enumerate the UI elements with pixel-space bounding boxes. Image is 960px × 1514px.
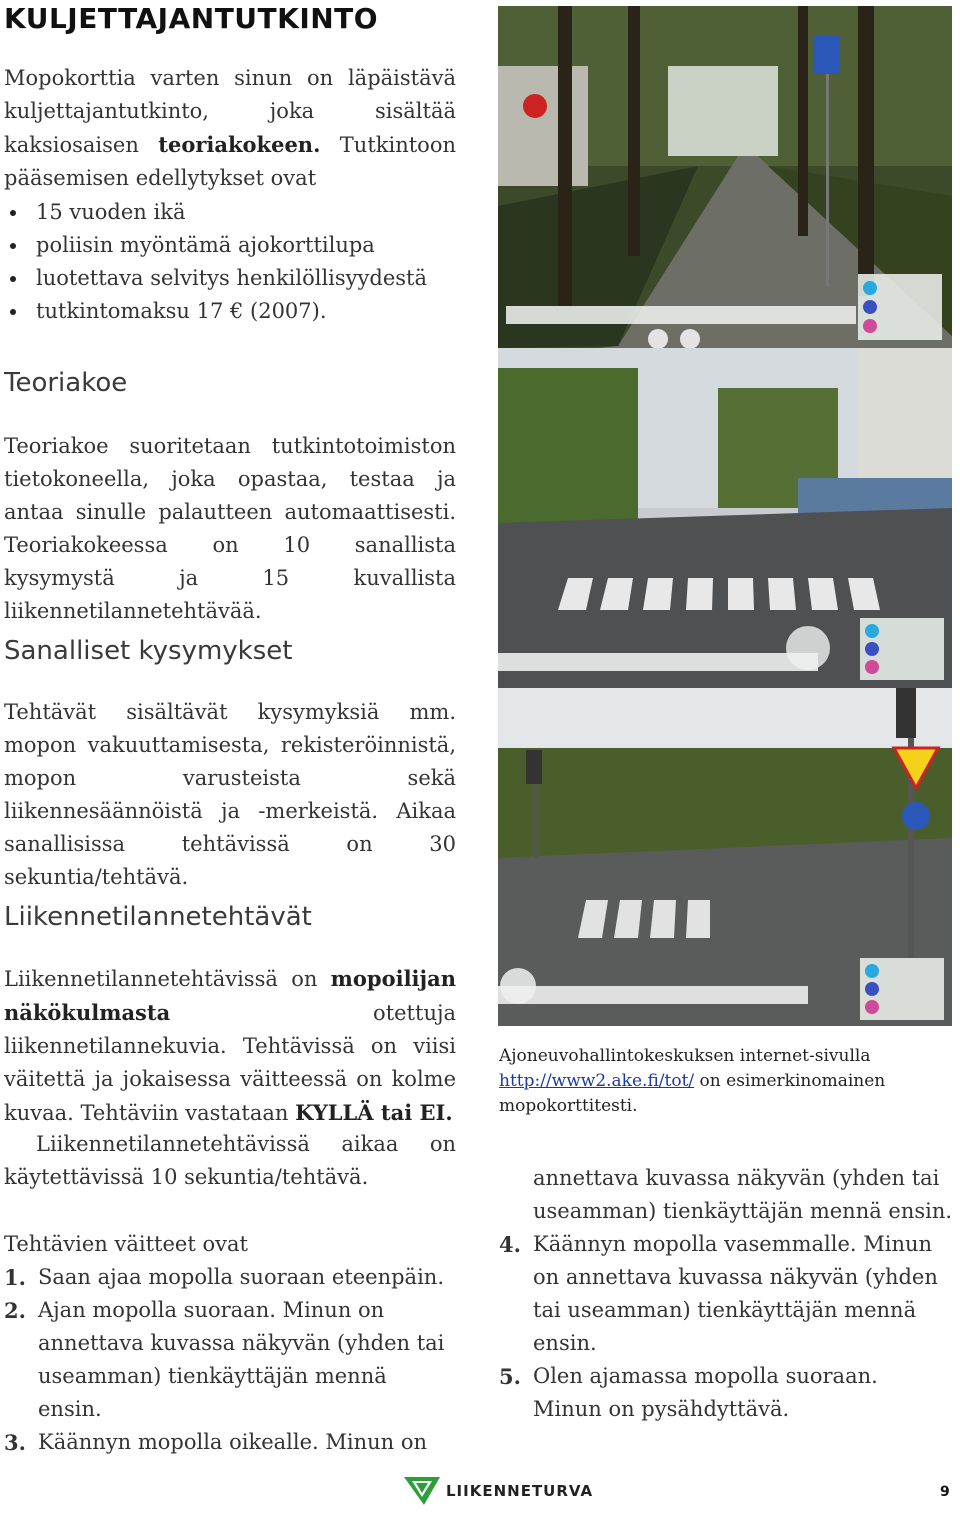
intro-text-b: Tutkintoon pääsemisen edellytykset ovat	[4, 133, 456, 190]
caption-text-b: on esimerkinomainen mopokorttitesti.	[499, 1071, 886, 1116]
claim-number: 2.	[4, 1298, 26, 1323]
section-heading-teoriakoe: Teoriakoe	[4, 368, 128, 398]
section-heading-liikenne: Liikennetilannetehtävät	[4, 902, 312, 932]
claim-text: Käännyn mopolla vasemmalle. Minun on annettava kuvassa näkyvän (yhden tai useamman) tienkäyttäjän mennä ensin.	[533, 1232, 938, 1355]
claim-text: Saan ajaa mopolla suoraan eteenpäin.	[38, 1265, 444, 1289]
list-item: luotettava selvitys henkilöllisyydestä	[4, 262, 456, 295]
requirements-list	[4, 196, 456, 328]
liikenne-paragraph-1	[4, 962, 456, 1130]
claim-text: Ajan mopolla suoraan. Minun on annettava kuvassa näkyvän (yhden tai useamman) tienkäyttäjän mennä ensin.	[38, 1298, 445, 1421]
intro-bold: teoriakokeen.	[158, 132, 321, 157]
list-item	[4, 1426, 456, 1459]
claims-list-left	[4, 1261, 456, 1459]
liikenne-paragraph-2: Liikennetilannetehtävissä aikaa on käytettävissä 10 sekuntia/tehtävä.	[4, 1132, 456, 1189]
list-item	[4, 1294, 456, 1426]
logo-text: LIIKENNETURVA	[446, 1482, 594, 1500]
list-item	[4, 1261, 456, 1294]
teoriakoe-paragraph: Teoriakoe suoritetaan tutkintotoimiston tietokoneella, joka opastaa, testaa ja antaa sinulle palautteen automaattisesti. Teoriakokeessa on 10 sanallista kysymystä ja 15 kuvallista liikennetilannetehtävää.	[4, 434, 456, 623]
claim-3-continuation: annettava kuvassa näkyvän (yhden tai useamman) tienkäyttäjän mennä ensin.	[533, 1166, 953, 1223]
page-number: 9	[940, 1484, 950, 1500]
claims-list-right	[499, 1228, 953, 1426]
claim-text: Olen ajamassa mopolla suoraan. Minun on pysähdyttävä.	[533, 1364, 878, 1421]
traffic-photo-2	[498, 348, 952, 688]
list-item	[499, 1228, 953, 1360]
traffic-photo-3	[498, 688, 952, 1026]
section-heading-sanalliset: Sanalliset kysymykset	[4, 636, 293, 666]
sanalliset-paragraph: Tehtävät sisältävät kysymyksiä mm. mopon vakuuttamisesta, rekisteröinnistä, mopon varusteista sekä liikennesäännöistä ja -merkeistä. Aikaa sanallisissa tehtävissä on 30 sekuntia/tehtävä.	[4, 700, 456, 889]
claim-text: Käännyn mopolla oikealle. Minun on	[38, 1430, 427, 1454]
claim-number: 3.	[4, 1430, 26, 1455]
intro-paragraph	[4, 62, 456, 195]
liikenne-text-b: otettuja liikennetilannekuvia. Tehtävissä on viisi väitettä ja jokaisessa väitteessä on kolme kuvaa. Tehtäviin vastataan	[4, 1001, 456, 1125]
claims-heading: Tehtävien väitteet ovat	[4, 1232, 248, 1256]
logo-mark-icon	[402, 1473, 442, 1507]
list-item	[499, 1360, 953, 1426]
list-item: 15 vuoden ikä	[4, 196, 456, 229]
claim-number: 4.	[499, 1232, 521, 1257]
liikenneturva-logo	[402, 1473, 594, 1507]
caption-link[interactable]: http://www2.ake.fi/tot/	[499, 1071, 695, 1091]
claim-number: 5.	[499, 1364, 521, 1389]
liikenne-bold-a: mopoilijan näkökulmasta	[4, 966, 456, 1025]
page-title: KULJETTAJANTUTKINTO	[4, 2, 379, 35]
liikenne-bold-b: KYLLÄ tai EI.	[295, 1100, 453, 1125]
list-item: tutkintomaksu 17 € (2007).	[4, 295, 456, 328]
photo-caption	[499, 1044, 939, 1119]
caption-text-a: Ajoneuvohallintokeskuksen internet-sivulla	[499, 1046, 871, 1066]
claim-number: 1.	[4, 1265, 26, 1290]
intro-text-a: Mopokorttia varten sinun on läpäistävä kuljettajantutkinto, joka sisältää kaksiosaisen	[4, 66, 456, 157]
list-item: poliisin myöntämä ajokorttilupa	[4, 229, 456, 262]
traffic-photo-1	[498, 6, 952, 348]
liikenne-text-a: Liikennetilannetehtävissä on	[4, 967, 331, 991]
